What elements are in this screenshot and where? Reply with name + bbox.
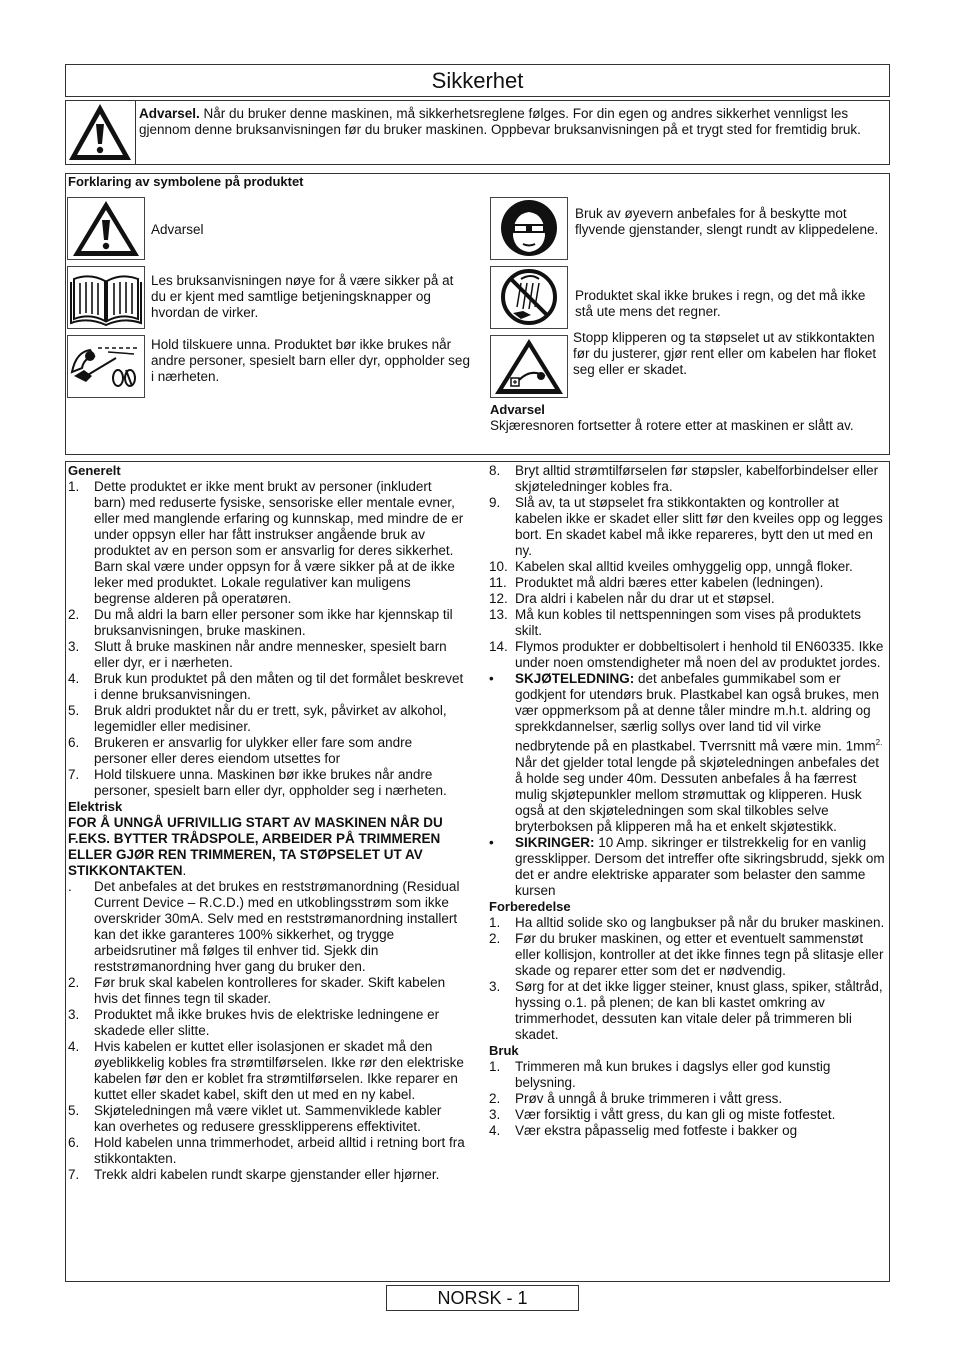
bullet-superscript: 2.: [875, 738, 883, 747]
list-item-text: Hold kabelen unna trimmerhodet, arbeid alltid i retning bort fra stikkontakten.: [94, 1135, 465, 1166]
bullet-text: [515, 671, 887, 835]
keep-bystanders-away-icon: [68, 336, 144, 397]
list-item-number: 5.: [68, 703, 80, 718]
bullet-body: det anbefales gummikabel som er godkjent for utendørs bruk. Plastkabel kan også brukes, men vær oppmerksom på at denne tåler mindre m.h.t. aldring og sprekkdannelser, særlig sollys over land tid vil virke nedbrytende på en plastkabel. Tverrsnitt må være min. 1mm: [515, 671, 879, 754]
bullet-mark: •: [489, 671, 494, 686]
list-item: [489, 915, 887, 931]
list-item: [68, 1039, 466, 1103]
symbol-text: Bruk av øyevern anbefales for å beskytte mot flyvende gjenstander, slengt rundt av klippedelene.: [575, 206, 879, 238]
symbol-text: Les bruksanvisningen nøye for å være sikker på at du er kjent med samtlige betjeningsknapper og hvordan de virker.: [151, 273, 454, 321]
bullet-label: SIKRINGER:: [515, 834, 595, 850]
list-item: [68, 1167, 466, 1183]
list-item-text: Skjøteledningen må være viklet ut. Sammenviklede kabler kan overhetes og redusere gressklipperens effektivitet.: [94, 1103, 442, 1134]
list-item-text: Sørg for at det ikke ligger steiner, knust glass, spiker, ståltråd, hyssing o.1. på plenen; de kan bli kastet omkring av trimmerhodet, dessuten kan vitale deler på trimmeren bli skadet.: [515, 978, 883, 1042]
list-item-text: Brukeren er ansvarlig for ulykker eller fare som andre personer eller deres eiendom utsettes for: [94, 735, 413, 766]
list-item: [68, 639, 466, 671]
electric-caps-text: FOR Å UNNGÅ UFRIVILLIG START AV MASKINEN NÅR DU F.EKS. BYTTER TRÅDSPOLE, ARBEIDER PÅ TRIMMEREN ELLER GJØR REN TRIMMEREN, TA STØPSELET UT AV STIKKONTAKTEN: [68, 815, 443, 878]
list-item-number: 6.: [68, 1135, 80, 1150]
bullet-label: SKJØTELEDNING:: [515, 671, 635, 686]
list-item-number: 2.: [489, 1090, 501, 1106]
list-item: [489, 559, 887, 575]
symbol-no-rain: [490, 266, 568, 329]
list-item-number: 2.: [68, 975, 80, 990]
symbol-text: Hold tilskuere unna. Produktet bør ikke brukes når andre personer, spesielt barn eller dyr, oppholder seg i nærheten.: [151, 337, 470, 385]
list-item-text: Slutt å bruke maskinen når andre mennesker, spesielt barn eller dyr, er i nærheten.: [94, 639, 447, 670]
list-item: [68, 607, 466, 639]
list-item: [489, 1059, 887, 1091]
list-item-number: 1.: [68, 479, 80, 494]
page-number: NORSK - 1: [437, 1288, 528, 1308]
electric-list-continued: [489, 463, 887, 671]
list-item-number: 9.: [489, 495, 501, 510]
list-item-number: 6.: [68, 735, 80, 750]
warning-text: [139, 106, 884, 138]
list-item-text: Før bruk skal kabelen kontrolleres for skader. Skift kabelen hvis det finnes tegn til skader.: [94, 975, 446, 1006]
section-heading-use: Bruk: [489, 1042, 519, 1058]
symbol-read-manual: [67, 266, 145, 329]
right-column: [489, 463, 887, 1139]
list-item-text: Du må aldri la barn eller personer som ikke har kjennskap til bruksanvisningen, bruke maskinen.: [94, 607, 453, 638]
section-heading-general: Generelt: [68, 463, 121, 478]
bullet-body: 10 Amp. sikringer er tilstrekkelig for en vanlig gressklipper. Dersom det intreffer ofte sikringsbrudd, sjekk om det er andre elektriske apparater som belaster den samme kursen: [515, 834, 885, 898]
list-item: [68, 975, 466, 1007]
list-item-number: 4.: [68, 1039, 80, 1054]
list-item-text: Dette produktet er ikke ment brukt av personer (inkludert barn) med reduserte fysiske, sensoriske eller mentale evner, eller med manglende erfaring og kunnskap, med mindre de er under oppsyn eller har fått instrukser angående bruk av produktet av en person som er ansvarlig for deres sikkerhet. Barn skal være under oppsyn for å være sikker på at de ikke leker med produktet. Lokale regulativer kan muligens begrense alderen på operatøren.: [94, 479, 464, 606]
symbol-note-label: Advarsel: [490, 402, 545, 417]
warning-icon-cell: [65, 100, 136, 165]
list-item: [489, 931, 887, 979]
list-item-number: 3.: [68, 639, 80, 654]
list-item-text: Bruk aldri produktet når du er trett, syk, påvirket av alkohol, legemidler eller medisiner.: [94, 703, 447, 734]
footer-box: [386, 1285, 579, 1311]
symbol-eye-protection: [490, 197, 568, 260]
list-item-text: Dra aldri i kabelen når du drar ut et støpsel.: [515, 591, 775, 606]
list-item-text: Flymos produkter er dobbeltisolert i henhold til EN60335. Ikke under noen omstendigheter må noen del av produktet jordes.: [515, 639, 884, 670]
list-item-text: Vær forsiktig i vått gress, du kan gli og miste fotfestet.: [515, 1106, 836, 1122]
list-item-text: Bruk kun produktet på den måten og til det formålet beskrevet i denne bruksanvisningen.: [94, 671, 464, 702]
read-manual-icon: [68, 267, 144, 328]
title-box: [65, 64, 890, 97]
list-item-text: Kabelen skal alltid kveiles omhyggelig opp, unngå floker.: [515, 559, 853, 574]
symbol-note-text: Skjæresnoren fortsetter å rotere etter at maskinen er slått av.: [490, 418, 854, 434]
list-item-text: Før du bruker maskinen, og etter et eventuelt sammenstøt eller kollisjon, kontroller at det ikke finnes tegn på slitasje eller skade og reparer etter som det er nødvendig.: [515, 930, 884, 978]
section-heading-electric: Elektrisk: [68, 799, 123, 814]
list-item: [68, 1103, 466, 1135]
list-item-text: Bryt alltid strømtilførselen før støpsler, kabelforbindelser eller skjøteledninger kobles fra.: [515, 463, 879, 494]
symbols-heading: Forklaring av symbolene på produktet: [68, 174, 304, 189]
page-title: Sikkerhet: [431, 68, 524, 93]
list-item-number: 4.: [68, 671, 80, 686]
electric-caps-end: .: [182, 863, 187, 878]
list-item: [489, 1123, 887, 1139]
symbol-text: Advarsel: [151, 222, 204, 237]
list-item-number: 2.: [489, 930, 501, 946]
symbol-text: Stopp klipperen og ta støpselet ut av stikkontakten før du justerer, gjør rent eller om kabelen har floket seg eller er skadet.: [573, 330, 877, 378]
list-item-number: 2.: [68, 607, 80, 622]
general-list: [68, 479, 466, 799]
list-item: [68, 735, 466, 767]
list-item-text: Ha alltid solide sko og langbukser på når du bruker maskinen.: [515, 914, 885, 930]
list-item-text: Må kun kobles til nettspenningen som vises på produktets skilt.: [515, 607, 861, 638]
list-item: [68, 479, 466, 607]
bullet-text: [515, 835, 887, 899]
warning-body: Når du bruker denne maskinen, må sikkerhetsreglene følges. For din egen og andres sikkerhet vennligst les gjennom denne bruksanvisningen før du bruker maskinen. Oppbevar bruksanvisningen på et trygt sted for fremtidig bruk.: [139, 106, 861, 137]
list-item: [68, 1007, 466, 1039]
list-item-text: Produktet må aldri bæres etter kabelen (ledningen).: [515, 575, 824, 590]
list-item: [489, 1107, 887, 1123]
list-item: [489, 607, 887, 639]
symbol-text: Produktet skal ikke brukes i regn, og det må ikke stå ute mens det regner.: [575, 288, 866, 320]
section-heading-preparation: Forberedelse: [489, 898, 571, 914]
bullet-body-2: Når det gjelder total lengde på skjøteledningen anbefales det å holde seg under 40m. Dessuten anbefales å ha færrest mulig skjøtepunkler mellom strømuttak og klipperen. Husk også at den skjøteledningen som skal tilkobles selve bryterboksen på klipperen må ha et enkelt skjøtestikk.: [515, 754, 879, 834]
list-item-number: 3.: [489, 978, 501, 994]
symbol-bystanders: [67, 335, 145, 398]
list-item-number: 11.: [489, 575, 507, 590]
list-item-number: 7.: [68, 1167, 80, 1182]
list-item: [489, 591, 887, 607]
list-item-number: 3.: [68, 1007, 80, 1022]
bullet-mark: •: [489, 834, 494, 850]
list-item: [68, 1135, 466, 1167]
list-item-number: 1.: [489, 914, 501, 930]
list-item-text: Hold tilskuere unna. Maskinen bør ikke brukes når andre personer, spesielt barn eller dyr, oppholder seg i nærheten.: [94, 767, 447, 798]
preparation-list: [489, 915, 887, 1043]
list-item: [489, 1091, 887, 1107]
list-item: [489, 575, 887, 591]
eye-protection-icon: [491, 198, 567, 259]
list-item-number: 10.: [489, 559, 508, 574]
list-item-text: Slå av, ta ut støpselet fra stikkontakten og kontroller at kabelen ikke er skadet eller slitt før den kveiles opp og legges bort. En skadet kabel må ikke repareres, bytt den ut med en ny.: [515, 495, 883, 558]
list-item-text: Produktet må ikke brukes hvis de elektriske ledningene er skadede eller slitte.: [94, 1007, 440, 1038]
list-item-number: 7.: [68, 767, 80, 782]
warning-label: Advarsel.: [139, 106, 200, 121]
bullet-extension-cord: [489, 671, 887, 835]
list-item-text: Trekk aldri kabelen rundt skarpe gjenstander eller hjørner.: [94, 1167, 440, 1182]
symbol-unplug: [490, 335, 568, 398]
list-item-number: 5.: [68, 1103, 80, 1118]
list-item: [68, 671, 466, 703]
list-item-number: .: [68, 879, 72, 894]
use-list: [489, 1059, 887, 1139]
list-item: [489, 639, 887, 671]
electric-caps-warning: [68, 815, 466, 879]
list-item: [68, 879, 466, 975]
list-item-number: 8.: [489, 463, 501, 478]
list-item-number: 3.: [489, 1106, 501, 1122]
list-item: [489, 463, 887, 495]
list-item: [68, 767, 466, 799]
list-item: [489, 495, 887, 559]
list-item-number: 12.: [489, 591, 508, 606]
list-item-text: Hvis kabelen er kuttet eller isolasjonen er skadet må den øyeblikkelig kobles fra strømtilførselen. Ikke rør den elektriske kabelen før den er koblet fra strømtilførselen. Ikke reparer en kuttet eller skadet kabel, skift den ut med en ny kabel.: [94, 1039, 464, 1102]
list-item-text: Vær ekstra påpasselig med fotfeste i bakker og: [515, 1122, 798, 1138]
electric-list: [68, 879, 466, 1183]
list-item-text: Trimmeren må kun brukes i dagslys eller god kunstig belysning.: [515, 1058, 831, 1090]
list-item-number: 1.: [489, 1058, 501, 1074]
list-item-number: 14.: [489, 639, 508, 654]
symbol-warning: [67, 197, 145, 260]
list-item-text: Det anbefales at det brukes en reststrømanordning (Residual Current Device – R.C.D.) med en utkoblingsstrøm som ikke overskrider 30mA. Selv med en reststrømanordning installert kan det ikke garanteres 100% sikkerhet, og trygge arbeidsrutiner må følges til enhver tid. Sjekk din reststrømanordning hver gang du bruker den.: [94, 879, 460, 974]
no-rain-icon: [491, 267, 567, 328]
warning-triangle-icon: [65, 100, 135, 164]
left-column: [68, 463, 466, 1183]
symbol-note: [490, 402, 886, 434]
bullet-fuses: [489, 835, 887, 899]
list-item-number: 4.: [489, 1122, 501, 1138]
list-item-text: Prøv å unngå å bruke trimmeren i vått gress.: [515, 1090, 783, 1106]
list-item: [68, 703, 466, 735]
list-item-number: 13.: [489, 607, 508, 622]
warning-triangle-icon: [68, 198, 144, 259]
list-item: [489, 979, 887, 1043]
unplug-icon: [491, 336, 567, 397]
